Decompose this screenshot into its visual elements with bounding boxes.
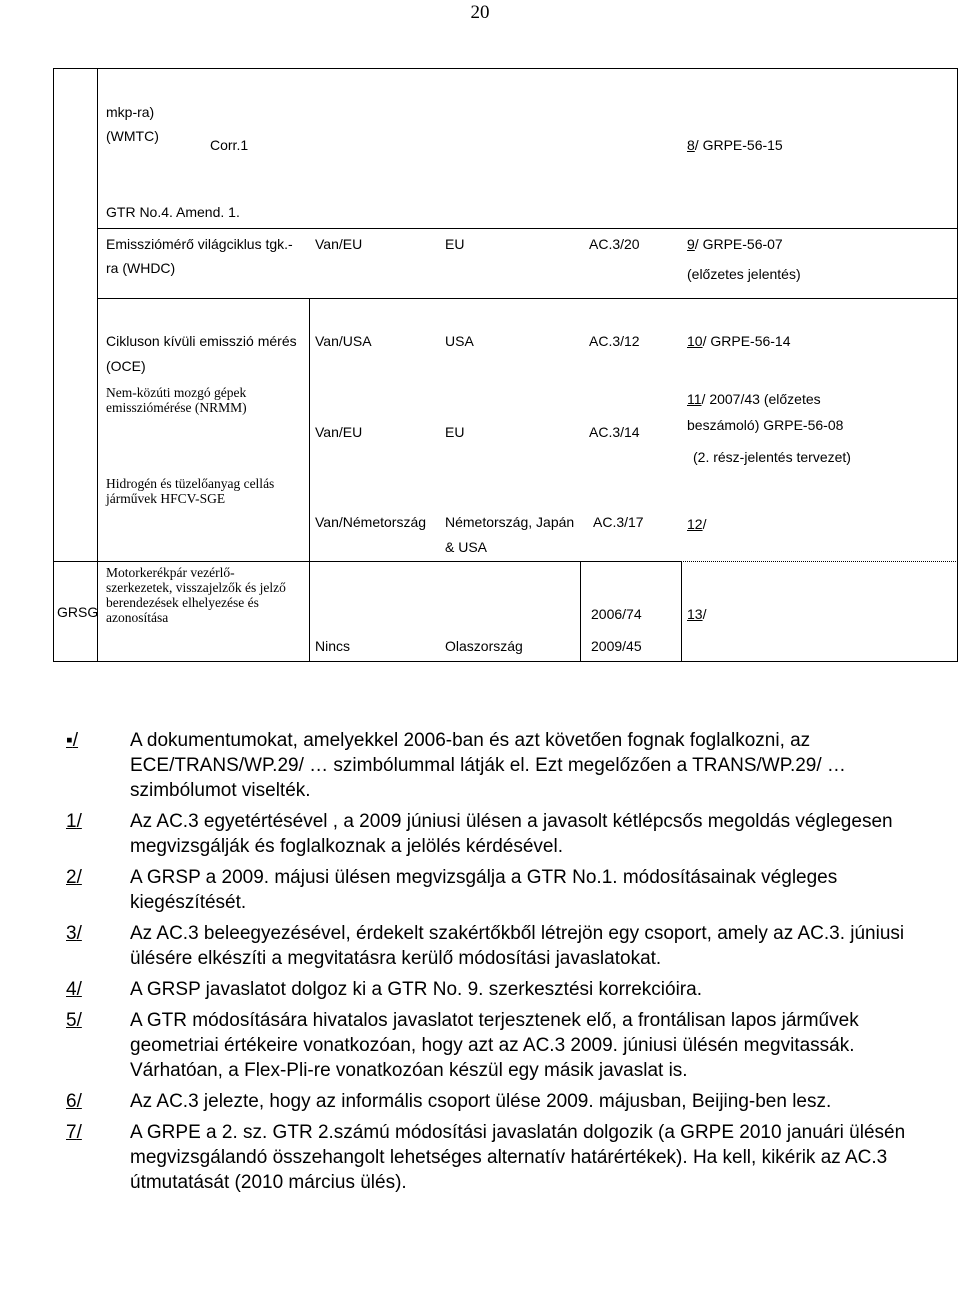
r5-sponsor-l1: Németország, Japán (445, 514, 575, 530)
r1-ref-num: 8 (687, 137, 695, 153)
r6-ref-text: / (702, 606, 707, 622)
table-divider-r3 (97, 298, 958, 299)
footnote-text: Az AC.3 jelezte, hogy az informális csoport ülése 2009. májusban, Beijing-ben lesz. (130, 1091, 832, 1112)
r2-ref-num: 9 (687, 236, 695, 252)
footnote-marker: 2/ (66, 867, 82, 888)
r4-ref-text: / 2007/43 (előzetes (701, 391, 821, 407)
r5-sponsor-l2: & USA (445, 539, 488, 555)
r1-ref-text: / GRPE-56-15 (694, 137, 783, 153)
r3-sponsor: USA (445, 333, 474, 349)
r2-ref-l2: (előzetes jelentés) (687, 266, 801, 282)
r6-group: GRSG (57, 604, 99, 620)
r4-ref-l3: (2. rész-jelentés tervezet) (693, 449, 851, 465)
r5-ref (687, 516, 706, 532)
footnote-marker: 3/ (66, 923, 82, 944)
r2-name-l2: Emissziómérő világciklus tgk.- (106, 236, 293, 252)
footnote-marker: 4/ (66, 979, 82, 1000)
footnote-text: A GTR módosítására hivatalos javaslatot terjesztenek elő, a frontálisan lapos járművek geometriai értékeire vonatkozóan, hogy azt az AC.3 2009. júniusi ülésén megvitassák. Várhatóan, a Flex-Pli-re vonatkozóan készül egy másik javaslat is. (130, 1010, 859, 1081)
r1-corr: Corr.1 (210, 137, 249, 153)
footnote-item (66, 977, 946, 1002)
footnote-marker: 1/ (66, 811, 82, 832)
r3-ref (687, 333, 791, 349)
regulation-table (53, 68, 958, 662)
r4-ref (687, 391, 821, 407)
footnote-marker: 6/ (66, 1091, 82, 1112)
table-border-bottom (53, 661, 958, 662)
r6-status: Nincs (315, 638, 351, 654)
r1-name-l2: (WMTC) (106, 128, 159, 144)
table-divider-r2 (97, 228, 958, 229)
r4-ref-num: 11 (687, 391, 702, 407)
footnote-marker: ▪/ (66, 730, 79, 751)
r2-ref (687, 236, 783, 252)
footnote-text: Az AC.3 beleegyezésével, érdekelt szakértőkből létrejön egy csoport, amely az AC.3. júniusi ülésére elkészíti a megvitatásra kerülő módosítási javaslatokat. (130, 923, 905, 969)
table-divider-ref (681, 561, 682, 662)
r5-ref-num: 12 (687, 516, 703, 532)
r6-sponsor: Olaszország (445, 638, 523, 654)
table-divider-c2 (309, 298, 310, 662)
footnote-text: Az AC.3 egyetértésével , a 2009 júniusi ülésen a javasolt kétlépcsős megoldás véglegesen megvizsgálják és foglalkoznak a jelölés kérdésével. (130, 811, 893, 857)
footnote-item (66, 921, 946, 971)
r6-ref (687, 606, 706, 622)
r2-name-l3: ra (WHDC) (106, 260, 176, 276)
r2-ref-text: / GRPE-56-07 (694, 236, 783, 252)
r3-status: Van/USA (315, 333, 372, 349)
table-divider-r6-dotted (681, 561, 958, 563)
footnotes (66, 728, 946, 1201)
r5-ref-text: / (702, 516, 707, 532)
r4-sponsor: EU (445, 424, 465, 440)
r1-name-l1: mkp-ra) (106, 104, 155, 120)
r3-ref-text: / GRPE-56-14 (702, 333, 791, 349)
r3-name-l2: (OCE) (106, 358, 146, 374)
r2-sponsor: EU (445, 236, 465, 252)
footnote-item (66, 1008, 946, 1083)
footnote-text: A GRSP javaslatot dolgoz ki a GTR No. 9. szerkesztési korrekcióira. (130, 979, 702, 1000)
footnote-item (66, 1120, 946, 1195)
table-border-top (53, 68, 958, 69)
table-divider-r6 (53, 561, 681, 562)
footnote-item (66, 728, 946, 803)
footnote-item (66, 865, 946, 915)
r5-status: Van/Németország (315, 514, 427, 530)
r1-ref (687, 137, 783, 153)
r4-name: Nem-közúti mozgó gépek emissziómérése (NRMM) (106, 385, 247, 415)
table-border-right (957, 68, 958, 662)
footnote-marker: 5/ (66, 1010, 82, 1031)
r4-status: Van/EU (315, 424, 363, 440)
r6-ref-num: 13 (687, 606, 703, 622)
footnote-marker: 7/ (66, 1122, 82, 1143)
page-number: 20 (470, 2, 490, 23)
r3-ref-num: 10 (687, 333, 703, 349)
r2-status: Van/EU (315, 236, 363, 252)
r3-name-l1: Cikluson kívüli emisszió mérés (106, 333, 297, 349)
footnote-item (66, 809, 946, 859)
footnote-text: A dokumentumokat, amelyekkel 2006-ban és azt követően fognak foglalkozni, az ECE/TRANS/WP.29/ … szimbólummal látják el. Ezt megelőzően a TRANS/WP.29/ … szimbólumot viselték. (130, 730, 846, 801)
r5-ac3: AC.3/17 (593, 514, 644, 530)
r4-ref-l2: beszámoló) GRPE-56-08 (687, 417, 844, 433)
footnote-item (66, 1089, 946, 1114)
r6-ac3-l1: 2006/74 (591, 606, 642, 622)
r4-ac3: AC.3/14 (589, 424, 640, 440)
table-divider-c4 (580, 561, 581, 662)
r3-ac3: AC.3/12 (589, 333, 640, 349)
table-divider-group (97, 68, 98, 662)
r2-name-l1: GTR No.4. Amend. 1. (106, 204, 240, 220)
r2-ac3: AC.3/20 (589, 236, 640, 252)
r6-name: Motorkerékpár vezérlő-szerkezetek, visszajelzők és jelző berendezések elhelyezése és azonosítása (106, 565, 286, 625)
footnote-text: A GRPE a 2. sz. GTR 2.számú módosítási javaslatán dolgozik (a GRPE 2010 januári ülésén megvizsgálandó összehangolt lehetséges alternatív határértékek). Ha kell, kikérik az AC.3 útmutatását (2010 március ülés). (130, 1122, 906, 1193)
table-border-left (53, 68, 54, 662)
r6-ac3-l2: 2009/45 (591, 638, 642, 654)
r5-name: Hidrogén és tüzelőanyag cellás járművek HFCV-SGE (106, 476, 275, 506)
footnote-text: A GRSP a 2009. májusi ülésen megvizsgálja a GTR No.1. módosításainak végleges kiegészítését. (130, 867, 838, 913)
